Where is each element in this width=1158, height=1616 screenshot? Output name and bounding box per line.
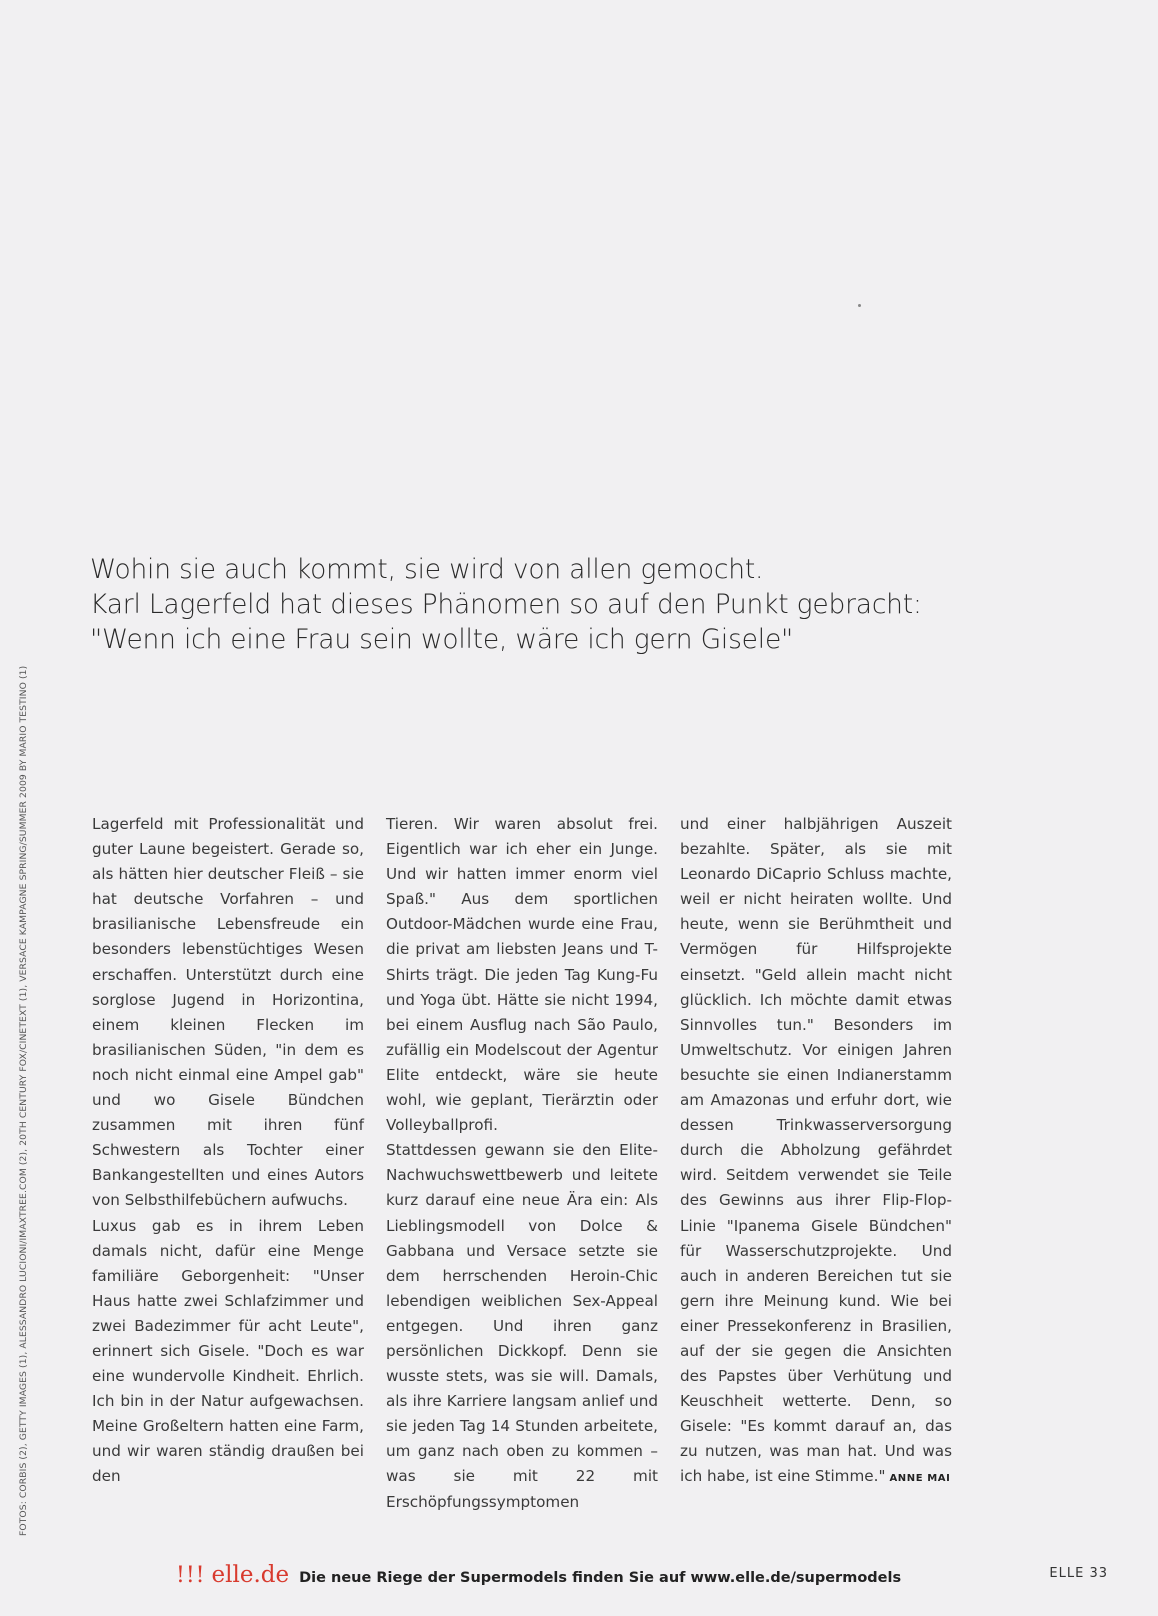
paper-speck — [858, 304, 861, 307]
article-body — [92, 812, 952, 1515]
text-column-1 — [92, 812, 364, 1515]
photo-credits: FOTOS: CORBIS (2), GETTY IMAGES (1), ALESSANDRO LUCIONI/IMAXTREE.COM (2), 20TH CENTURY FOX/CINETEXT (1), VERSACE KAMPAGNE SPRING/SUMMER 2009 BY MARIO TESTINO (1) — [18, 665, 29, 1536]
exclamation-marks: !!! — [176, 1563, 206, 1588]
page-folio: ELLE 33 — [1049, 1566, 1108, 1581]
paragraph: Tieren. Wir waren absolut frei. Eigentlich war ich eher ein Junge. Und wir hatten immer enorm viel Spaß." Aus dem sportlichen Outdoor-Mädchen wurde eine Frau, die privat am liebsten Jeans und T-Shirts trägt. Die jeden Tag Kung-Fu und Yoga übt. Hätte sie nicht 1994, bei einem Ausflug nach São Paulo, zufällig ein Modelscout der Agentur Elite entdeckt, wäre sie heute wohl, wie geplant, Tierärztin oder Volleyballprofi. — [386, 815, 658, 1135]
text-column-3 — [680, 812, 952, 1515]
author-byline: ANNE MAI — [889, 1473, 951, 1485]
paragraph — [680, 812, 952, 1492]
pull-quote-line: "Wenn ich eine Frau sein wollte, wäre ich gern Gisele" — [90, 624, 794, 655]
pull-quote — [90, 552, 990, 657]
paragraph-text: und einer halbjährigen Auszeit bezahlte. Später, als sie mit Leonardo DiCaprio Schluss machte, weil er nicht heiraten wollte. Und heute, wenn sie Berühmtheit und Vermögen für Hilfsprojekte einsetzt. "Geld allein macht nicht glücklich. Ich möchte damit etwas Sinnvolles tun." Besonders im Umweltschutz. Vor einigen Jahren besuchte sie einen Indianerstamm am Amazonas und erfuhr dort, wie dessen Trinkwasserversorgung durch die Abholzung gefährdet wird. Seitdem verwendet sie Teile des Gewinns aus ihrer Flip-Flop-Linie "Ipanema Gisele Bündchen" für Wasserschutzprojekte. Und auch in anderen Bereichen tut sie gern ihre Meinung kund. Wie bei einer Pressekonferenz in Brasilien, auf der sie gegen die Ansichten des Papstes über Verhütung und Keuschheit wetterte. Denn, so Gisele: "Es kommt darauf an, das zu nutzen, was man hat. Und was ich habe, ist eine Stimme." — [680, 815, 952, 1486]
paragraph: Luxus gab es in ihrem Leben damals nicht, dafür eine Menge familiäre Geborgenheit: "Unser Haus hatte zwei Schlafzimmer und zwei Badezimmer für acht Leute", erinnert sich Gisele. "Doch es war eine wundervolle Kindheit. Ehrlich. Ich bin in der Natur aufgewachsen. Meine Großeltern hatten eine Farm, und wir waren ständig draußen bei den — [92, 1216, 364, 1486]
text-column-2 — [386, 812, 658, 1515]
paragraph: Lagerfeld mit Professionalität und guter Laune begeistert. Gerade so, als hätten hier deutscher Fleiß – sie hat deutsche Vorfahren – und brasilianische Lebensfreude ein besonders lebenstüchtiges Wesen erschaffen. Unterstützt durch eine sorglose Jugend in Horizontina, einem kleinen Flecken im brasilianischen Süden, "in dem es noch nicht einmal eine Ampel gab" und wo Gisele Bündchen zusammen mit ihren fünf Schwestern als Tochter einer Bankangestellten und eines Autors von Selbsthilfebüchern aufwuchs. — [92, 815, 364, 1210]
pull-quote-line: Wohin sie auch kommt, sie wird von allen gemocht. — [90, 554, 764, 585]
site-link[interactable]: elle.de — [211, 1562, 290, 1588]
paragraph: Stattdessen gewann sie den Elite-Nachwuchswettbewerb und leitete kurz darauf eine neue Ära ein: Als Lieblingsmodell von Dolce & Gabbana und Versace setzte sie dem herrschenden Heroin-Chic lebendigen weiblichen Sex-Appeal entgegen. Und ihren ganz persönlichen Dickkopf. Denn sie wusste stets, was sie will. Damals, als ihre Karriere langsam anlief und sie jeden Tag 14 Stunden arbeitete, um ganz nach oben zu kommen – was sie mit 22 mit Erschöpfungssymptomen — [386, 1141, 658, 1511]
pull-quote-line: Karl Lagerfeld hat dieses Phänomen so auf den Punkt gebracht: — [90, 589, 922, 620]
footer-promo — [176, 1562, 901, 1588]
promo-text: Die neue Riege der Supermodels finden Sie auf www.elle.de/supermodels — [299, 1570, 902, 1586]
